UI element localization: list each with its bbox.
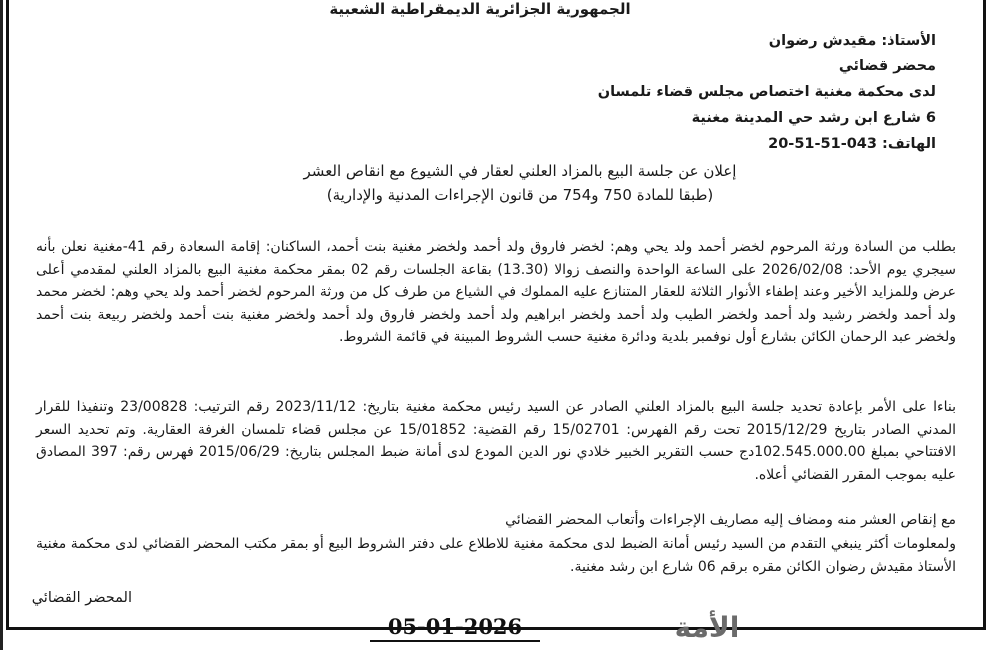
phone-number: 20-51-51-043 <box>768 136 877 152</box>
paragraph-info: ولمعلومات أكثر ينبغي التقدم من السيد رئيس أمانة الضبط لدى محكمة مغنية للاطلاع على دفتر الشروط البيع أو بمقر مكتب المحضر القضائي لدى محكمة مغنية الأستاذ مقيدش رضوان الكائن مقره برقم 06 شارع ابن رشد مغنية. <box>36 536 956 575</box>
signature: المحضر القضائي <box>31 590 132 606</box>
issuer-court: لدى محكمة مغنية اختصاص مجلس قضاء تلمسان <box>597 84 936 100</box>
date-underline <box>370 640 540 642</box>
notice-title: إعلان عن جلسة البيع بالمزاد العلني لعقار في الشيوع مع انقاص العشر <box>303 162 737 180</box>
issuer-address: 6 شارع ابن رشد حي المدينة مغنية <box>691 110 936 126</box>
republic-header: الجمهورية الجزائرية الديمقراطية الشعبية <box>329 0 631 18</box>
paragraph-request: بطلب من السادة ورثة المرحوم لخضر أحمد ولد يحي وهم: لخضر فاروق ولد أحمد ولخضر مغنية بنت أحمد، الساكنان: إقامة السعادة رقم 41-مغنية نعلن بأنه سيجري يوم الأحد: 2026/02/08 على الساعة الواحدة والنصف زوالا (13.30) بقاعة الجلسات رقم 02 بمقر محكمة مغنية البيع بالمزاد العلني لمقدمي أعلى عرض وللمزايد الأخير وعند إطفاء الأنوار الثلاثة للعقار المتنازع عليه المملوك في الشياع من طرف كل من ورثة المرحوم لخضر أحمد ولد يحي وهم: لخضر محمد ولد أحمد ولخضر رشيد ولد أحمد ولخضر الطيب ولد أحمد ولخضر ابراهيم ولد أحمد ولخضر فاروق ولد أحمد ولخضر مغنية بنت أحمد ولخضر ربيعة بنت أحمد ولخضر عبد الرحمان الكائن بشارع أول نوفمبر بلدية ودائرة مغنية حسب الشروط المبينة في قائمة الشروط. <box>36 239 957 345</box>
issuer-name: الأستاذ: مقيدش رضوان <box>768 33 936 49</box>
issuer-phone <box>768 136 936 152</box>
publication-date: 05-01-2026 <box>387 614 523 639</box>
newspaper-logo <box>647 610 767 644</box>
notice-subtitle: (طبقا للمادة 750 و754 من قانون الإجراءات المدنية والإدارية) <box>326 186 714 204</box>
logo-text: الأمة <box>674 611 740 644</box>
scan-edge <box>0 0 3 650</box>
issuer-title: محضر قضائي <box>838 58 936 74</box>
paragraph-order: بناءا على الأمر بإعادة تحديد جلسة البيع بالمزاد العلني الصادر عن السيد رئيس محكمة مغنية بتاريخ: 2023/11/12 رقم الترتيب: 23/00828 وتنفيذا للقرار المدني الصادر بتاريخ 2015/12/29 تحت رقم الفهرس: 15/02701 رقم القضية: 15/01852 عن مجلس قضاء تلمسان الغرفة العقارية. وتم تحديد السعر الافتتاحي بمبلغ 102.545.000.00دج حسب التقرير الخبير خلادي نور الدين المودع لدى أمانة ضبط المجلس بتاريخ: 2015/06/29 فهرس رقم: 397 المصادق عليه بموجب المقرر القضائي أعلاه. <box>36 399 957 483</box>
phone-label: الهاتف: <box>882 136 936 152</box>
paragraph-deduction: مع إنقاص العشر منه ومضاف إليه مصاريف الإجراءات وأتعاب المحضر القضائي <box>505 512 956 528</box>
